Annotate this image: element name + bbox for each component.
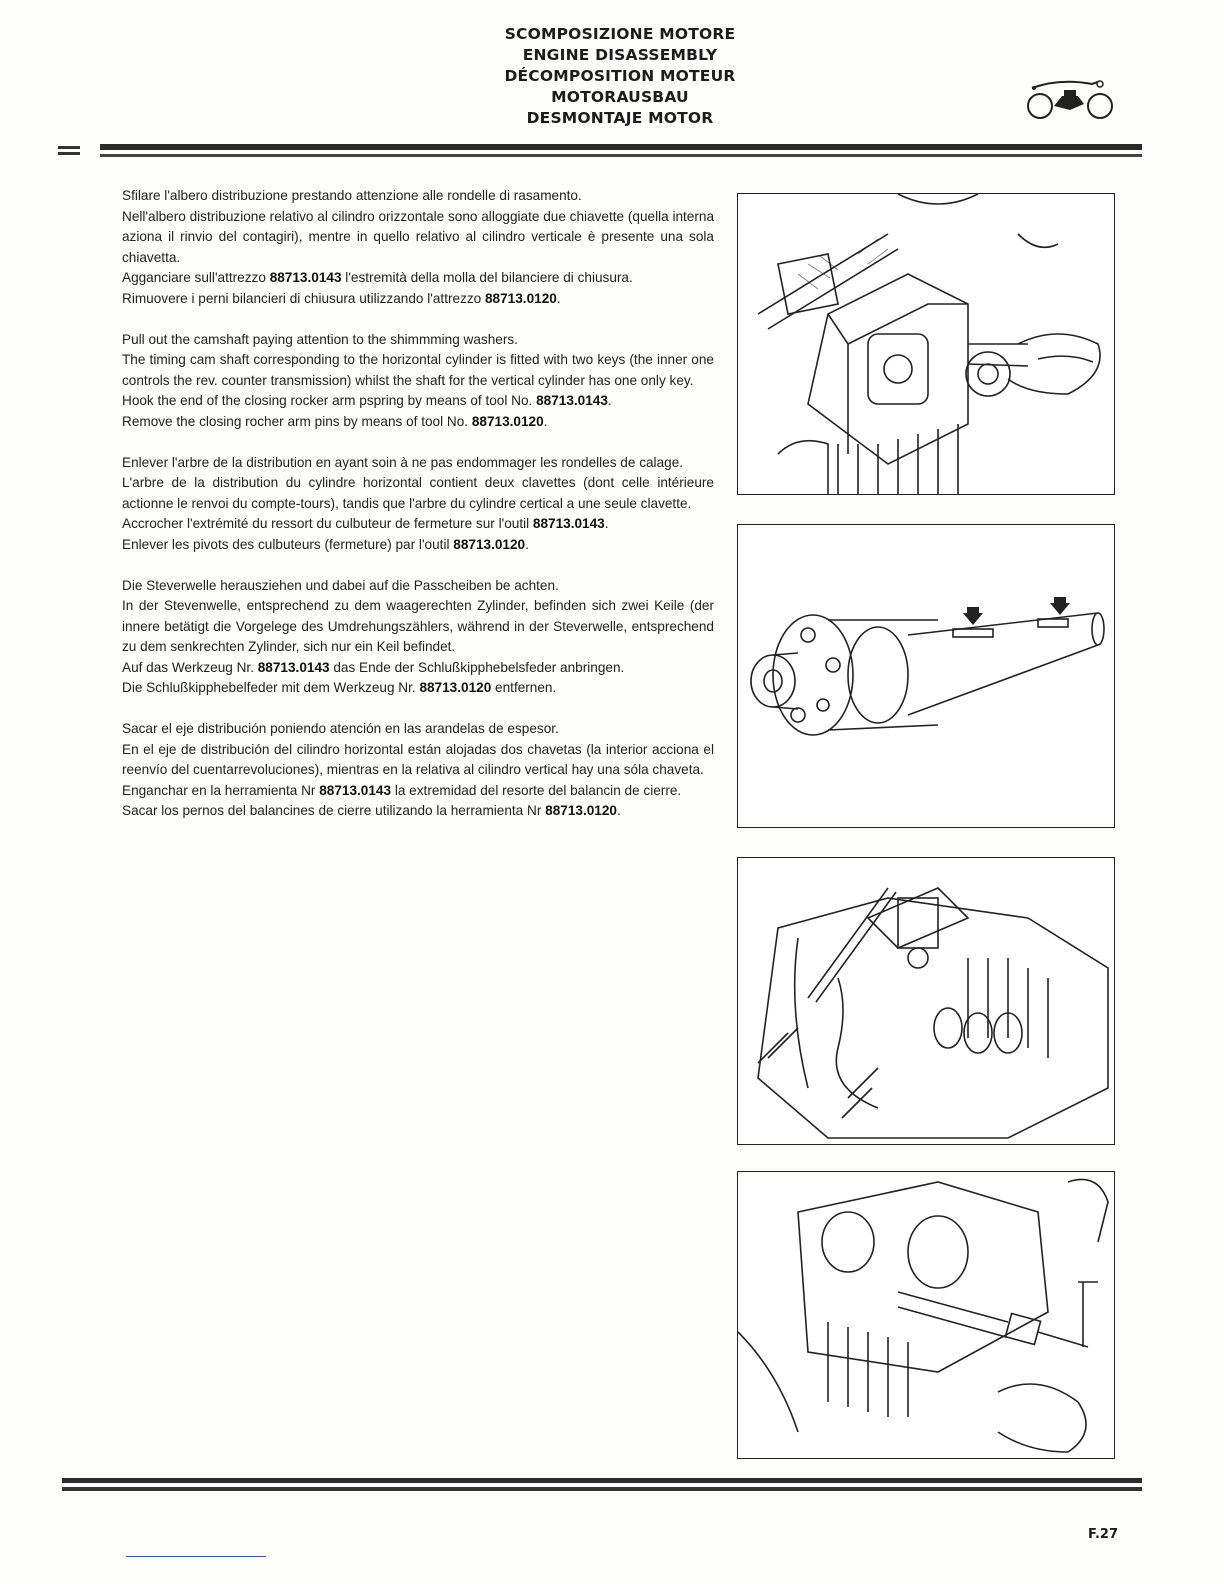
paragraph-french bbox=[122, 453, 714, 556]
text-line bbox=[122, 781, 714, 802]
text-span: Remove the closing rocher arm pins by means of tool No. bbox=[122, 413, 472, 429]
tool-number: 88713.0120 bbox=[485, 290, 557, 306]
title-german: MOTORAUSBAU bbox=[551, 88, 689, 106]
text-span: Auf das Werkzeug Nr. bbox=[122, 659, 258, 675]
text-line bbox=[122, 535, 714, 556]
tool-number: 88713.0143 bbox=[269, 270, 342, 286]
text-line bbox=[122, 514, 714, 535]
tool-number: 88713.0120 bbox=[419, 680, 492, 696]
title-italian: SCOMPOSIZIONE MOTORE bbox=[504, 25, 736, 43]
text-line: Nell'albero distribuzione relativo al cilindro orizzontale sono alloggiate due chiavette (quella interna aziona il rinvio del contagiri), mentre in quello relativo al cilindro verticale è presente una sola chiavetta. bbox=[122, 208, 715, 265]
text-span: Sacar los pernos del balancines de cierre utilizando la herramienta Nr bbox=[122, 803, 546, 819]
text-span: das Ende der Schlußkipphebelsfeder anbringen. bbox=[329, 659, 625, 675]
text-span: . bbox=[604, 516, 609, 532]
camshaft-keys-illustration bbox=[737, 524, 1115, 828]
text-line: Enlever l'arbre de la distribution en ayant soin à ne pas endommager les rondelles de calage. bbox=[122, 454, 684, 470]
title-spanish: DESMONTAJE MOTOR bbox=[526, 109, 714, 127]
instruction-text bbox=[122, 186, 714, 842]
camshaft-removal-illustration bbox=[737, 193, 1115, 495]
text-span: . bbox=[616, 803, 621, 819]
tool-number: 88713.0143 bbox=[536, 393, 608, 409]
header-rule bbox=[100, 144, 1142, 161]
text-span: Rimuovere i perni bilancieri di chiusura utilizzando l'attrezzo bbox=[122, 290, 485, 306]
paragraph-english bbox=[122, 330, 714, 433]
margin-mark bbox=[58, 146, 80, 162]
tool-number: 88713.0143 bbox=[257, 659, 330, 675]
rocker-pin-extractor-illustration bbox=[737, 1171, 1115, 1459]
text-span: Agganciare sull'attrezzo bbox=[122, 270, 270, 286]
text-span: . bbox=[607, 393, 612, 409]
tool-number: 88713.0120 bbox=[545, 803, 617, 819]
text-span: l'estremità della molla del bilanciere di chiusura. bbox=[341, 270, 633, 286]
title-english: ENGINE DISASSEMBLY bbox=[522, 46, 718, 64]
text-line: Pull out the camshaft paying attention to the shimmming washers. bbox=[122, 331, 518, 347]
motorcycle-icon bbox=[1020, 76, 1120, 124]
tool-number: 88713.0120 bbox=[453, 536, 526, 552]
text-line bbox=[122, 801, 714, 822]
text-line: Sfilare l'albero distribuzione prestando attenzione alle rondelle di rasamento. bbox=[122, 188, 582, 203]
text-span: . bbox=[543, 413, 548, 429]
tool-number: 88713.0143 bbox=[532, 516, 605, 532]
paragraph-german bbox=[122, 576, 714, 700]
page-number: F.27 bbox=[1088, 1527, 1118, 1542]
tool-number: 88713.0143 bbox=[319, 782, 392, 798]
text-span: entfernen. bbox=[491, 680, 557, 696]
text-span: . bbox=[525, 536, 529, 552]
text-line: En el eje de distribución del cilindro horizontal están alojadas dos chavetas (la interior acciona el reenvío del cuentarrevoluciones), mientras en la relativa al cilindro vertical hay una sóla chaveta. bbox=[122, 741, 714, 778]
text-line bbox=[122, 678, 714, 699]
rocker-spring-tool-illustration bbox=[737, 857, 1115, 1145]
text-span: la extremidad del resorte del balancin de cierre. bbox=[391, 782, 682, 798]
footer-rule bbox=[62, 1478, 1142, 1498]
paragraph-spanish bbox=[122, 719, 714, 822]
text-line: Die Steverwelle herausziehen und dabei auf die Passcheiben be achten. bbox=[122, 577, 559, 593]
text-line bbox=[122, 412, 714, 433]
text-line: The timing cam shaft corresponding to the horizontal cylinder is fitted with two keys (the inner one controls the rev. counter transmission) whilst the shaft for the vertical cylinder has one only key. bbox=[122, 352, 714, 388]
text-span: Accrocher l'extrémité du ressort du culbuteur de fermeture sur l'outil bbox=[122, 516, 533, 532]
paragraph-italian bbox=[122, 186, 714, 310]
text-span: Hook the end of the closing rocker arm pspring by means of tool No. bbox=[122, 393, 537, 409]
text-span: Enganchar en la herramienta Nr bbox=[122, 782, 320, 798]
link-underline bbox=[126, 1556, 266, 1557]
title-french: DÉCOMPOSITION MOTEUR bbox=[504, 67, 736, 85]
text-line bbox=[122, 268, 714, 289]
text-span: Die Schlußkipphebelfeder mit dem Werkzeug Nr. bbox=[122, 680, 420, 696]
text-line: L'arbre de la distribution du cylindre horizontal contient deux clavettes (dont celle intérieure actionne le renvoi du compte-tours), tandis que l'arbre du cylindre certical a une seule clavette. bbox=[122, 475, 714, 511]
text-span: . bbox=[556, 290, 561, 306]
text-line: In der Stevenwelle, entsprechend zu dem waagerechten Zylinder, befinden sich zwei Keile (der innere betätigt die Vorgelege des Umdrehungszählers, während in der Steverwelle, entsprechend zu dem senkrechten Zylinder, sich nur ein Keil befindet. bbox=[122, 598, 714, 655]
text-line: Sacar el eje distribución poniendo atención en las arandelas de espesor. bbox=[122, 721, 559, 737]
text-span: Enlever les pivots des culbuteurs (fermeture) par l'outil bbox=[122, 536, 454, 552]
page-titles bbox=[470, 24, 770, 129]
tool-number: 88713.0120 bbox=[471, 413, 544, 429]
text-line bbox=[122, 289, 714, 310]
text-line bbox=[122, 658, 714, 679]
text-line bbox=[122, 391, 714, 412]
